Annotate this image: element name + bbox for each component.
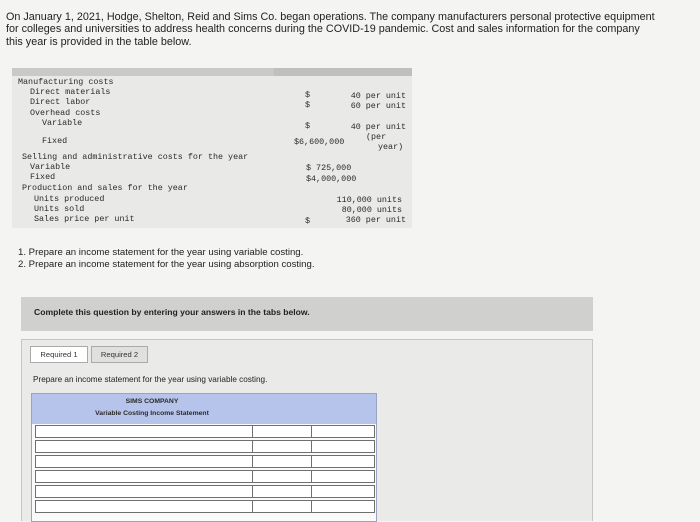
units-produced-label: Units produced <box>34 194 105 204</box>
direct-labor-label: Direct labor <box>30 97 91 107</box>
intro-line-1: On January 1, 2021, Hodge, Shelton, Reid and Sims Co. began operations. The company manufacturers personal protective equipment <box>6 11 655 23</box>
row-label-input[interactable] <box>36 501 253 512</box>
overhead-variable-value: 40 per unit <box>350 122 406 132</box>
units-sold-label: Units sold <box>34 204 85 214</box>
row-total-input[interactable] <box>312 456 374 467</box>
row-total-input[interactable] <box>312 486 374 497</box>
row-total-input[interactable] <box>312 441 374 452</box>
units-produced-value: 110,000 units <box>336 195 402 205</box>
intro-line-3: this year is provided in the table below. <box>6 35 192 48</box>
sa-variable-value: $ 725,000 <box>306 163 352 173</box>
panel-instruction: Prepare an income statement for the year using variable costing. <box>33 375 268 384</box>
overhead-fixed-note-a: (per <box>366 132 387 142</box>
direct-materials-currency: $ <box>305 90 311 100</box>
income-statement-form <box>31 393 377 522</box>
row-label-input[interactable] <box>36 486 253 497</box>
overhead-fixed-value: $6,600,000 <box>294 137 345 147</box>
overhead-variable-label: Variable <box>42 118 83 128</box>
tab-required-2[interactable]: Required 2 <box>91 346 148 363</box>
selling-admin-label: Selling and administrative costs for the year <box>22 152 249 162</box>
row-amount-input[interactable] <box>253 441 312 452</box>
cost-table <box>12 68 412 228</box>
row-label-input[interactable] <box>36 471 253 482</box>
sales-price-value: 360 per unit <box>345 215 406 225</box>
row-amount-input[interactable] <box>253 426 312 437</box>
direct-materials-value: 40 per unit <box>350 91 406 101</box>
answer-panel <box>21 339 593 521</box>
row-total-input[interactable] <box>312 501 374 512</box>
row-label-input[interactable] <box>36 426 253 437</box>
production-sales-label: Production and sales for the year <box>22 183 188 193</box>
intro-line-2: for colleges and universities to address health concerns during the COVID-19 pandemic. Cost and sales information for the company <box>6 23 640 36</box>
sales-price-label: Sales price per unit <box>34 214 135 224</box>
statement-header <box>32 394 376 424</box>
statement-row <box>35 470 375 483</box>
table-top-bar-right <box>274 68 412 76</box>
banner-text: Complete this question by entering your answers in the tabs below. <box>34 307 310 317</box>
overhead-variable-currency: $ <box>305 121 311 131</box>
statement-row <box>35 485 375 498</box>
statement-row <box>35 425 375 438</box>
row-total-input[interactable] <box>312 426 374 437</box>
instruction-banner <box>21 297 593 331</box>
row-total-input[interactable] <box>312 471 374 482</box>
task-2: 2. Prepare an income statement for the year using absorption costing. <box>18 258 315 270</box>
statement-company: SIMS COMPANY <box>125 398 179 405</box>
direct-materials-label: Direct materials <box>30 87 111 97</box>
row-amount-input[interactable] <box>253 471 312 482</box>
row-label-input[interactable] <box>36 456 253 467</box>
statement-row <box>35 455 375 468</box>
sales-price-currency: $ <box>305 216 311 226</box>
task-1: 1. Prepare an income statement for the year using variable costing. <box>18 247 304 258</box>
intro-text <box>6 11 686 48</box>
overhead-fixed-note-b: year) <box>378 142 404 152</box>
direct-labor-currency: $ <box>305 100 311 110</box>
sa-fixed-label: Fixed <box>30 172 56 182</box>
statement-row <box>35 500 375 513</box>
units-sold-value: 80,000 units <box>341 205 402 215</box>
statement-title: Variable Costing Income Statement <box>95 410 209 417</box>
manufacturing-costs-label: Manufacturing costs <box>18 77 114 87</box>
sa-variable-label: Variable <box>30 162 71 172</box>
row-amount-input[interactable] <box>253 456 312 467</box>
direct-labor-value: 60 per unit <box>350 101 406 111</box>
row-amount-input[interactable] <box>253 486 312 497</box>
overhead-costs-label: Overhead costs <box>30 108 101 118</box>
overhead-fixed-label: Fixed <box>42 136 68 146</box>
row-label-input[interactable] <box>36 441 253 452</box>
task-list <box>18 247 315 270</box>
tab-required-1[interactable]: Required 1 <box>30 346 88 363</box>
row-amount-input[interactable] <box>253 501 312 512</box>
sa-fixed-value: $4,000,000 <box>306 174 357 184</box>
statement-row <box>35 440 375 453</box>
